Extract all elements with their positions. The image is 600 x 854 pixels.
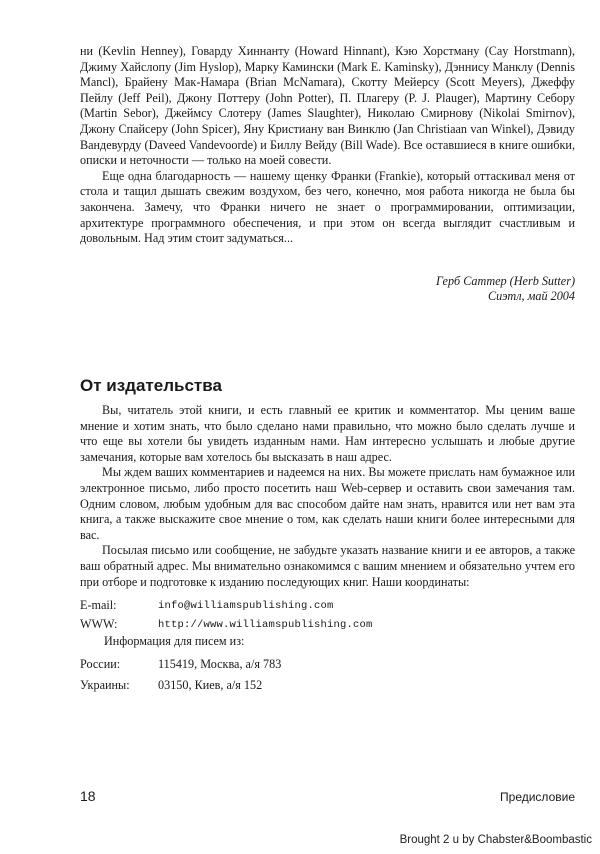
russia-address-row [80, 657, 575, 672]
email-value: info@williamspublishing.com [158, 599, 334, 612]
preface-paragraph-1: ни (Kevlin Henney), Говарду Хиннанту (Howard Hinnant), Кэю Хорстману (Cay Horstmann), Джиму Хайслопу (Jim Hyslop), Марку Камински (Mark E. Kaminsky), Дэннису Манклу (Dennis Mancl), Брайену Мак-Намара (Brian McNamara), Скотту Мейерсу (Scott Meyers), Джеффу Пейлу (Jeff Peil), Джону Поттеру (John Potter), П. Плагеру (P. J. Plauger), Мартину Себору (Martin Sebor), Джеймсу Слотеру (James Slaughter), Николаю Смирнову (Nikolai Smirnov), Джону Спайсеру (John Spicer), Яну Кристиану ван Винклю (Jan Christiaan van Winkel), Дэвиду Вандевурду (Daveed Vandevoorde) и Биллу Вейду (Bill Wade). Все оставшиеся в книге ошибки, описки и неточности — только на моей совести. [80, 44, 575, 168]
scan-watermark: Brought 2 u by Chabster&Boombastic [399, 834, 592, 846]
page-footer [80, 788, 575, 804]
www-row [80, 615, 575, 634]
email-label: E-mail: [80, 598, 117, 612]
russia-address: 115419, Москва, а/я 783 [158, 657, 282, 671]
ukraine-address-row [80, 678, 575, 693]
signature-place: Сиэтл, май 2004 [487, 289, 575, 304]
publisher-paragraph-2: Мы ждем ваших комментариев и надеемся на них. Вы можете прислать нам бумажное или электронное письмо, либо просто посетить наш Web-сервер и оставить свои замечания там. Одним словом, любым удобным для вас способом дайте нам знать, нравится или нет вам эта книга, а также выскажите свое мнение о том, как сделать наши книги более интересными для вас. [80, 465, 575, 542]
www-value: http://www.williamspublishing.com [158, 618, 373, 631]
email-row [80, 596, 575, 615]
preface-paragraph-2: Еще одна благодарность — нашему щенку Франки (Frankie), который оттаскивал меня от стола и тащил дышать свежим воздухом, без чего, конечно, моя работа никогда не была бы закончена. Замечу, что Франки ничего не знает о программировании, оптимизации, архитектуре программного обеспечения, и при этом он всегда выглядит счастливым и довольным. Над этим стоит задуматься... [80, 168, 575, 246]
contacts-block [80, 596, 575, 634]
ukraine-address: 03150, Киев, а/я 152 [158, 678, 263, 692]
author-signature [80, 274, 575, 305]
preface-continued [80, 44, 575, 305]
publisher-paragraph-1: Вы, читатель этой книги, и есть главный ее критик и комментатор. Мы ценим ваше мнение и хотим знать, что было сделано нами правильно, что можно было сделать лучше и что еще вы хотели бы увидеть изданным нами. Нам интересно услышать и любые другие замечания, которые вам хотелось бы высказать в наш адрес. [80, 403, 575, 464]
publisher-paragraph-3: Посылая письмо или сообщение, не забудьте указать название книги и ее авторов, а также ваш обратный адрес. Мы внимательно ознакомимся с вашим мнением и обязательно учтем его при отборе и подготовке к изданию последующих книг. Наши координаты: [80, 543, 575, 589]
www-label: WWW: [80, 617, 118, 631]
russia-label: России: [80, 657, 121, 671]
page-number: 18 [80, 788, 96, 804]
letters-heading: Информация для писем из: [104, 634, 245, 648]
signature-name: Герб Саттер (Herb Sutter) [435, 273, 575, 288]
ukraine-label: Украины: [80, 678, 130, 692]
publisher-section-body [80, 403, 575, 590]
running-title: Предисловие [500, 790, 575, 804]
section-title: От издательства [80, 376, 222, 395]
